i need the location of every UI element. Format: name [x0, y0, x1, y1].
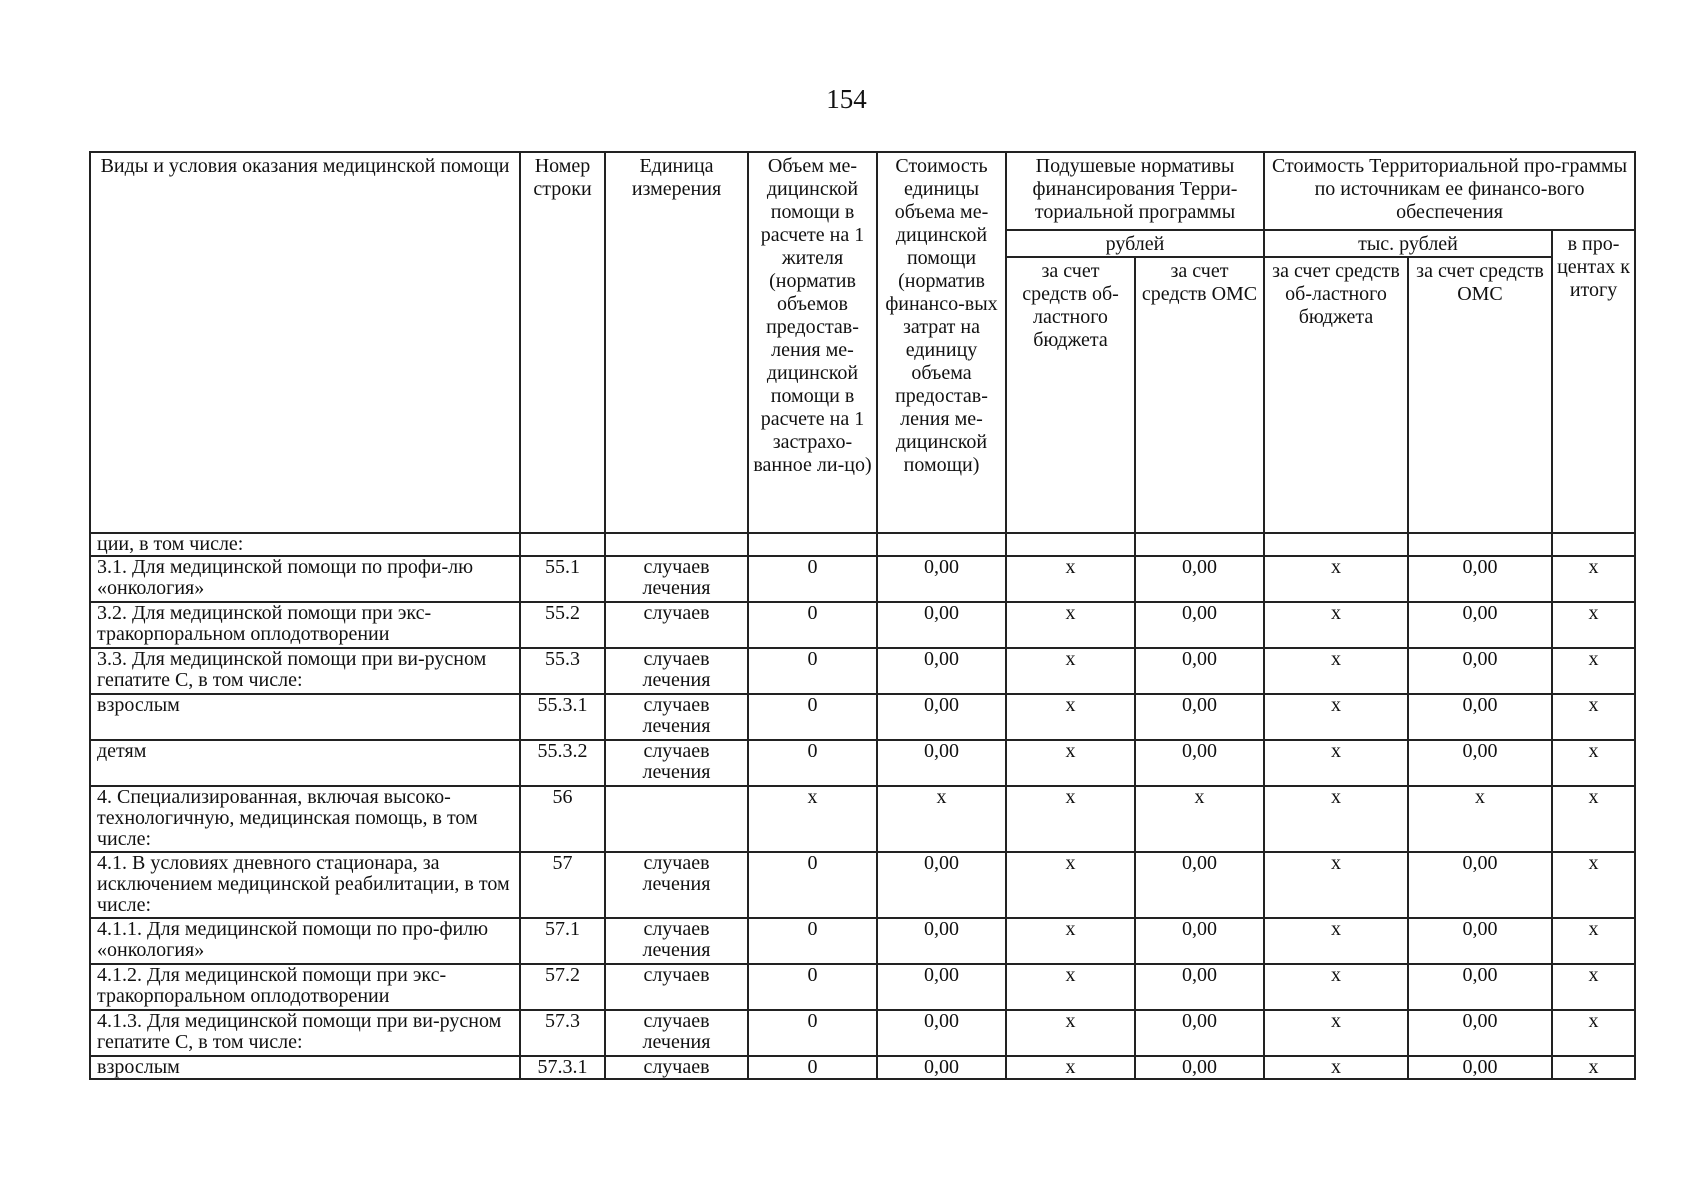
row-cost-regional: [1264, 533, 1408, 556]
row-norm-oms: 0,00: [1135, 1056, 1264, 1079]
row-number: 55.1: [520, 556, 605, 602]
row-volume: [748, 533, 877, 556]
row-cost-oms: 0,00: [1408, 852, 1552, 918]
table-row: [90, 964, 1635, 1010]
row-cost-oms: [1408, 533, 1552, 556]
row-norm-regional: х: [1006, 852, 1135, 918]
row-number: 57.1: [520, 918, 605, 964]
row-name: взрослым: [90, 1056, 520, 1079]
row-name: взрослым: [90, 694, 520, 740]
table-row: [90, 1010, 1635, 1056]
header-thousand-rubles: тыс. рублей: [1264, 230, 1552, 257]
row-percent: х: [1552, 964, 1635, 1010]
row-cost-regional: х: [1264, 694, 1408, 740]
row-norm-regional: [1006, 533, 1135, 556]
row-cost-oms: 0,00: [1408, 602, 1552, 648]
row-name: 4.1.3. Для медицинской помощи при ви-русном гепатите С, в том числе:: [90, 1010, 520, 1056]
header-type: Виды и условия оказания медицинской помощи: [90, 152, 520, 533]
row-percent: х: [1552, 786, 1635, 852]
row-volume: 0: [748, 852, 877, 918]
row-unit: случаев: [605, 1056, 748, 1079]
row-cost-oms: 0,00: [1408, 694, 1552, 740]
row-cost-regional: х: [1264, 1056, 1408, 1079]
row-percent: х: [1552, 918, 1635, 964]
row-percent: х: [1552, 852, 1635, 918]
row-norm-oms: 0,00: [1135, 602, 1264, 648]
row-cost-regional: х: [1264, 556, 1408, 602]
row-number: 57: [520, 852, 605, 918]
row-unit: случаев лечения: [605, 694, 748, 740]
row-cost-regional: х: [1264, 648, 1408, 694]
row-cost-oms: 0,00: [1408, 1056, 1552, 1079]
row-name: 3.2. Для медицинской помощи при экс-тракорпоральном оплодотворении: [90, 602, 520, 648]
row-norm-regional: х: [1006, 1010, 1135, 1056]
row-cost-oms: 0,00: [1408, 964, 1552, 1010]
header-percent: в про-центах к итогу: [1552, 230, 1635, 533]
row-number: 55.2: [520, 602, 605, 648]
table-row: [90, 740, 1635, 786]
row-name: 4.1.2. Для медицинской помощи при экс-тракорпоральном оплодотворении: [90, 964, 520, 1010]
row-unit-cost: 0,00: [877, 648, 1006, 694]
row-percent: х: [1552, 740, 1635, 786]
row-cost-regional: х: [1264, 602, 1408, 648]
row-cost-regional: х: [1264, 1010, 1408, 1056]
row-percent: х: [1552, 1056, 1635, 1079]
row-volume: 0: [748, 1010, 877, 1056]
row-name: 3.3. Для медицинской помощи при ви-русном гепатите С, в том числе:: [90, 648, 520, 694]
row-volume: 0: [748, 1056, 877, 1079]
row-unit-cost: 0,00: [877, 1056, 1006, 1079]
header-unit-cost: Стоимость единицы объема ме-дицинской помощи (норматив финансо-вых затрат на единицу объема предостав-ления ме-дицинской помощи): [877, 152, 1006, 533]
row-norm-regional: х: [1006, 602, 1135, 648]
table-row: [90, 1056, 1635, 1079]
row-cost-oms: х: [1408, 786, 1552, 852]
header-norm-oms: за счет средств ОМС: [1135, 257, 1264, 533]
table-row: [90, 786, 1635, 852]
row-number: 57.2: [520, 964, 605, 1010]
row-unit: случаев лечения: [605, 918, 748, 964]
row-unit: случаев лечения: [605, 740, 748, 786]
row-number: 57.3.1: [520, 1056, 605, 1079]
row-norm-regional: х: [1006, 694, 1135, 740]
row-cost-regional: х: [1264, 964, 1408, 1010]
row-name: 4. Специализированная, включая высоко-технологичную, медицинская помощь, в том числе:: [90, 786, 520, 852]
header-rubles: рублей: [1006, 230, 1264, 257]
row-unit-cost: 0,00: [877, 602, 1006, 648]
table-row: [90, 918, 1635, 964]
header-row-number: Номер строки: [520, 152, 605, 533]
row-name: детям: [90, 740, 520, 786]
row-unit-cost: 0,00: [877, 694, 1006, 740]
row-norm-oms: 0,00: [1135, 694, 1264, 740]
row-norm-regional: х: [1006, 740, 1135, 786]
table-row: [90, 852, 1635, 918]
row-cost-regional: х: [1264, 918, 1408, 964]
row-percent: х: [1552, 694, 1635, 740]
row-norm-oms: 0,00: [1135, 740, 1264, 786]
row-norm-oms: [1135, 533, 1264, 556]
row-unit-cost: [877, 533, 1006, 556]
row-cost-oms: 0,00: [1408, 1010, 1552, 1056]
row-norm-oms: 0,00: [1135, 852, 1264, 918]
row-percent: х: [1552, 602, 1635, 648]
row-name: 4.1.1. Для медицинской помощи по про-филю «онкология»: [90, 918, 520, 964]
row-unit: случаев: [605, 964, 748, 1010]
row-norm-oms: 0,00: [1135, 1010, 1264, 1056]
row-unit: случаев: [605, 602, 748, 648]
row-volume: 0: [748, 602, 877, 648]
row-cost-regional: х: [1264, 852, 1408, 918]
row-norm-oms: 0,00: [1135, 964, 1264, 1010]
row-number: [520, 533, 605, 556]
row-name: 3.1. Для медицинской помощи по профи-лю «онкология»: [90, 556, 520, 602]
row-unit-cost: х: [877, 786, 1006, 852]
table-row: [90, 556, 1635, 602]
row-unit: случаев лечения: [605, 648, 748, 694]
table-row: [90, 694, 1635, 740]
header-per-capita-norms: Подушевые нормативы финансирования Терри-ториальной программы: [1006, 152, 1264, 230]
row-percent: х: [1552, 648, 1635, 694]
row-name: ции, в том числе:: [90, 533, 520, 556]
row-cost-regional: х: [1264, 786, 1408, 852]
row-percent: [1552, 533, 1635, 556]
row-number: 55.3: [520, 648, 605, 694]
row-volume: 0: [748, 648, 877, 694]
row-cost-oms: 0,00: [1408, 648, 1552, 694]
row-norm-oms: 0,00: [1135, 556, 1264, 602]
table-body: [90, 533, 1635, 1079]
row-norm-regional: х: [1006, 1056, 1135, 1079]
row-unit: случаев лечения: [605, 556, 748, 602]
row-percent: х: [1552, 556, 1635, 602]
row-number: 57.3: [520, 1010, 605, 1056]
row-volume: 0: [748, 694, 877, 740]
row-norm-regional: х: [1006, 964, 1135, 1010]
header-volume: Объем ме-дицинской помощи в расчете на 1 жителя (норматив объемов предостав-ления ме-дицинской помощи в расчете на 1 застрахо-ванное ли-цо): [748, 152, 877, 533]
row-norm-regional: х: [1006, 556, 1135, 602]
row-volume: 0: [748, 918, 877, 964]
row-unit-cost: 0,00: [877, 1010, 1006, 1056]
row-number: 55.3.2: [520, 740, 605, 786]
row-unit-cost: 0,00: [877, 964, 1006, 1010]
row-number: 55.3.1: [520, 694, 605, 740]
table-row: [90, 602, 1635, 648]
row-cost-regional: х: [1264, 740, 1408, 786]
row-unit: случаев лечения: [605, 1010, 748, 1056]
row-cost-oms: 0,00: [1408, 918, 1552, 964]
row-percent: х: [1552, 1010, 1635, 1056]
header-norm-regional: за счет средств об-ластного бюджета: [1006, 257, 1135, 533]
row-cost-oms: 0,00: [1408, 556, 1552, 602]
row-unit-cost: 0,00: [877, 852, 1006, 918]
table-row: [90, 533, 1635, 556]
row-norm-regional: х: [1006, 648, 1135, 694]
row-unit: случаев лечения: [605, 852, 748, 918]
financing-table: [89, 151, 1636, 1080]
table-header: [90, 152, 1635, 533]
row-cost-oms: 0,00: [1408, 740, 1552, 786]
row-volume: 0: [748, 556, 877, 602]
row-norm-regional: х: [1006, 786, 1135, 852]
row-unit: [605, 786, 748, 852]
header-cost-regional: за счет средств об-ластного бюджета: [1264, 257, 1408, 533]
row-number: 56: [520, 786, 605, 852]
row-norm-oms: 0,00: [1135, 918, 1264, 964]
header-unit: Единица измерения: [605, 152, 748, 533]
row-norm-oms: х: [1135, 786, 1264, 852]
row-norm-regional: х: [1006, 918, 1135, 964]
header-cost-oms: за счет средств ОМС: [1408, 257, 1552, 533]
header-program-cost: Стоимость Территориальной про-граммы по источникам ее финансо-вого обеспечения: [1264, 152, 1635, 230]
row-unit-cost: 0,00: [877, 556, 1006, 602]
row-unit-cost: 0,00: [877, 918, 1006, 964]
table-row: [90, 648, 1635, 694]
row-unit: [605, 533, 748, 556]
row-unit-cost: 0,00: [877, 740, 1006, 786]
row-volume: х: [748, 786, 877, 852]
row-volume: 0: [748, 964, 877, 1010]
row-volume: 0: [748, 740, 877, 786]
row-name: 4.1. В условиях дневного стационара, за исключением медицинской реабилитации, в том числе:: [90, 852, 520, 918]
row-norm-oms: 0,00: [1135, 648, 1264, 694]
page-number: 154: [826, 84, 867, 114]
